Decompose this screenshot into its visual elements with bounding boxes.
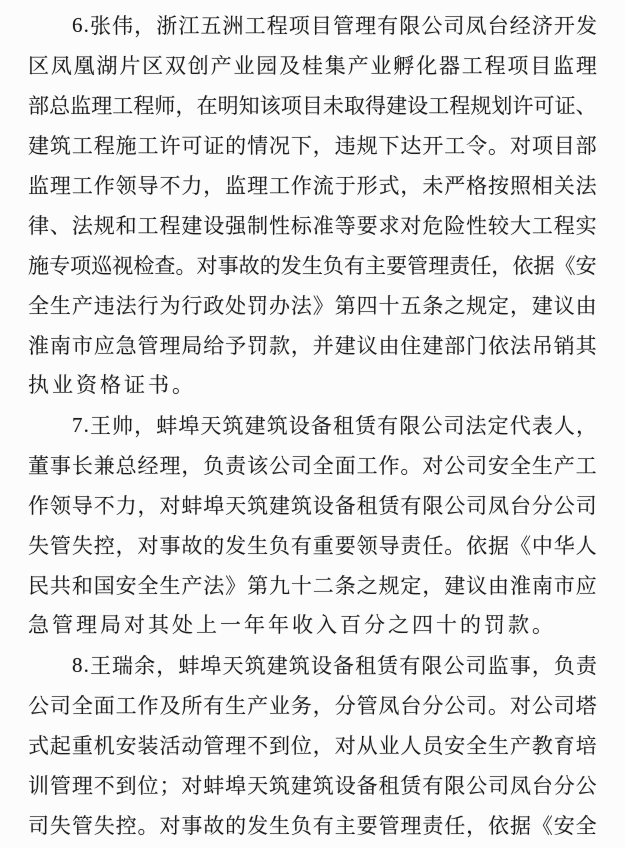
paragraph-7 [28,405,597,645]
text-line: 作 领 导 不 力 ， 对 蚌 埠 天 筑 建 筑 设 备 租 赁 有 限 公 司 凤 台 分 公 司 [28,494,597,518]
text-line: 公 司 全 面 工 作 及 所 有 生 产 业 务 ， 分 管 凤 台 分 公 司 。 对 公 司 塔 [28,694,597,718]
text-line: 执业资格证书。 [28,373,196,397]
paragraph-6 [28,5,597,405]
text-line: 建 筑 工 程 施 工 许 可 证 的 情 况 下 ， 违 规 下 达 开 工 令 。 对 项 目 部 [28,134,597,158]
text-line: 区 凤 凰 湖 片 区 双 创 产 业 园 及 桂 集 产 业 孵 化 器 工 程 项 目 监 理 [28,54,597,78]
text-line: 7 . 王 帅 ， 蚌 埠 天 筑 建 筑 设 备 租 赁 有 限 公 司 法 定 代 表 人 ， [72,412,597,438]
text-line: 施 专 项 巡 视 检 查 。 对 事 故 的 发 生 负 有 主 要 管 理 责 任 ， 依 据 《 安 [28,254,597,278]
paragraph-8 [28,645,597,845]
text-line: 8 . 王 瑞 余 ， 蚌 埠 天 筑 建 筑 设 备 租 赁 有 限 公 司 监 事 ， 负 责 [72,652,597,678]
text-line: 6 . 张 伟 ， 浙 江 五 洲 工 程 项 目 管 理 有 限 公 司 凤 台 经 济 开 发 [72,12,597,38]
text-line: 律 、 法 规 和 工 程 建 设 强 制 性 标 准 等 要 求 对 危 险 性 较 大 工 程 实 [28,214,597,238]
text-line: 部 总 监 理 工 程 师 ， 在 明 知 该 项 目 未 取 得 建 设 工 程 规 划 许 可 证 、 [28,94,597,118]
document-body [28,5,597,845]
text-line: 司 失 管 失 控 。 对 事 故 的 发 生 负 有 主 要 管 理 责 任 ， 依 据 《 安 全 [28,814,597,838]
text-line: 失 管 失 控 ， 对 事 故 的 发 生 负 有 重 要 领 导 责 任 。 依 据 《 中 华 人 [28,534,597,558]
text-line: 训 管 理 不 到 位 ； 对 蚌 埠 天 筑 建 筑 设 备 租 赁 有 限 公 司 凤 台 分 公 [28,774,597,798]
text-line: 式 起 重 机 安 装 活 动 管 理 不 到 位 ， 对 从 业 人 员 安 全 生 产 教 育 培 [28,734,597,758]
text-line: 监 理 工 作 领 导 不 力 ， 监 理 工 作 流 于 形 式 ， 未 严 格 按 照 相 关 法 [28,174,597,198]
text-line: 民 共 和 国 安 全 生 产 法 》 第 九 十 二 条 之 规 定 ， 建 议 由 淮 南 市 应 [28,574,597,598]
text-line: 董 事 长 兼 总 经 理 ， 负 责 该 公 司 全 面 工 作 。 对 公 司 安 全 生 产 工 [28,454,597,478]
text-line: 全 生 产 违 法 行 为 行 政 处 罚 办 法 》 第 四 十 五 条 之 规 定 ， 建 议 由 [28,294,597,318]
text-line: 急管理局对其处上一年年收入百分之四十的罚款。 [28,613,556,637]
text-line: 淮 南 市 应 急 管 理 局 给 予 罚 款 ， 并 建 议 由 住 建 部 门 依 法 吊 销 其 [28,334,597,358]
